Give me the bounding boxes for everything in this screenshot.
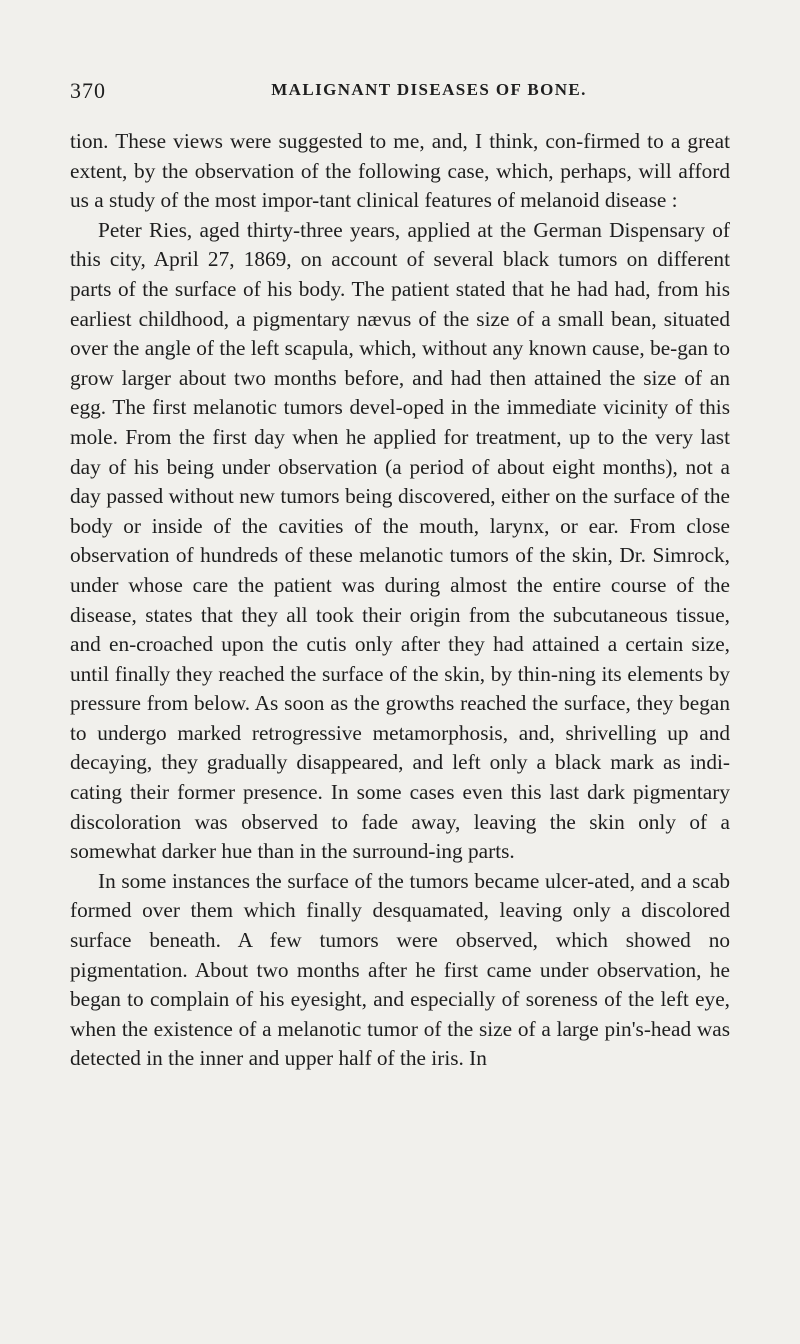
running-title: MALIGNANT DISEASES OF BONE. bbox=[271, 80, 587, 99]
paragraph-continuation: tion. These views were suggested to me, and, I think, con-firmed to a great extent, by the observation of the following case, which, perhaps, will afford us a study of the most impor-tant clinical features of melanoid disease : bbox=[70, 129, 730, 213]
paragraph-ulceration: In some instances the surface of the tumors became ulcer-ated, and a scab formed over them which finally desquamated, leaving only a discolored surface beneath. A few tumors were observed, which showed no pigmentation. About two months after he first came under observation, he began to complain of his eyesight, and especially of soreness of the left eye, when the existence of a melanotic tumor of the size of a large pin's-head was detected in the inner and upper half of the iris. In bbox=[70, 868, 730, 1071]
body-text bbox=[70, 127, 730, 1074]
page-number: 370 bbox=[70, 78, 106, 103]
running-head bbox=[70, 78, 730, 108]
paragraph-case-report: Peter Ries, aged thirty-three years, applied at the German Dispensary of this city, April 27, 1869, on account of several black tumors on different parts of the surface of his body. The patient stated that he had had, from his earliest childhood, a pigmentary nævus of the size of a small bean, situated over the angle of the left scapula, which, without any known cause, be-gan to grow larger about two months before, and had then attained the size of an egg. The first melanotic tumors devel-oped in the immediate vicinity of this mole. From the first day when he applied for treatment, up to the very last day of his being under observation (a period of about eight months), not a day passed without new tumors being discovered, either on the surface of the body or inside of the cavities of the mouth, larynx, or ear. From close observation of hundreds of these melanotic tumors of the skin, Dr. Simrock, under whose care the patient was during almost the entire course of the disease, states that they all took their origin from the subcutaneous tissue, and en-croached upon the cutis only after they had attained a certain size, until finally they reached the surface of the skin, by thin-ning its elements by pressure from below. As soon as the growths reached the surface, they began to undergo marked retrogressive metamorphosis, and, shrivelling up and decaying, they gradually disappeared, and left only a black mark as indi-cating their former presence. In some cases even this last dark pigmentary discoloration was observed to fade away, leaving the skin only of a somewhat darker hue than in the surround-ing parts. bbox=[70, 217, 730, 864]
